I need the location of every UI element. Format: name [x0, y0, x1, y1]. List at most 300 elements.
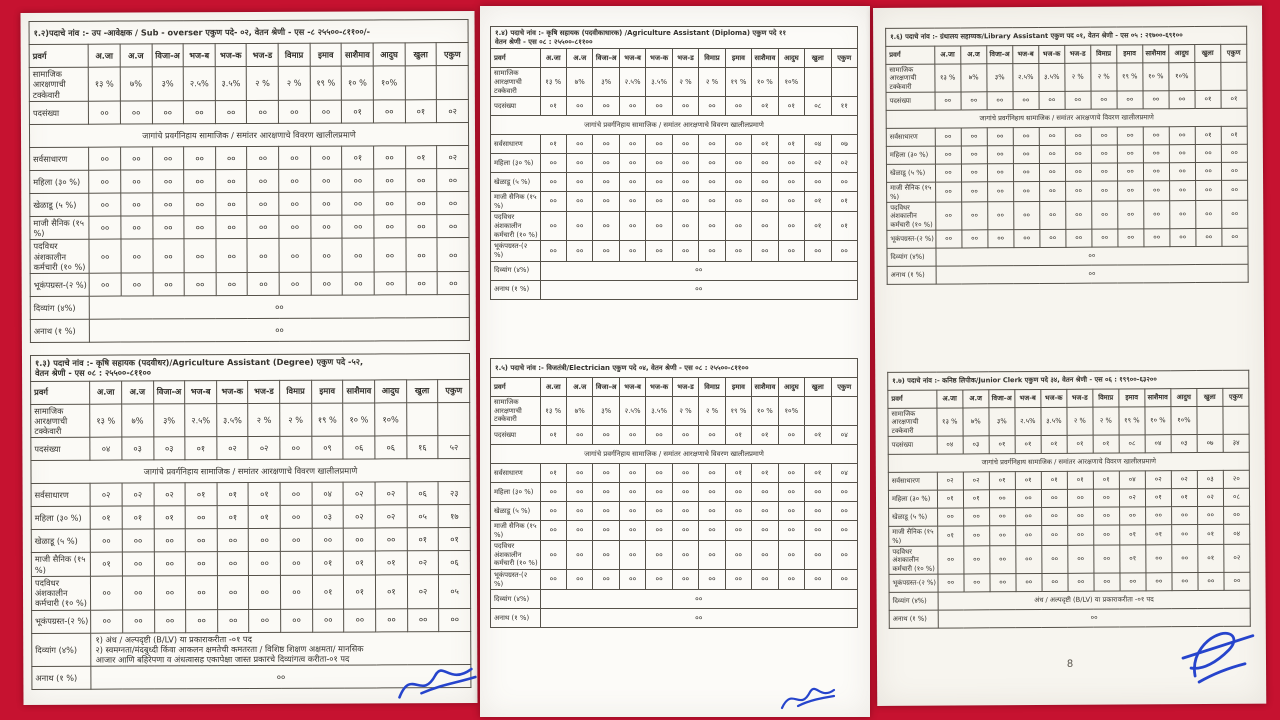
row-label-mahila: महिला (३० %) [886, 146, 935, 164]
count-cell: ०० [805, 541, 831, 570]
column-header: अ.जा [540, 378, 566, 397]
row-label-divyang: दिव्यांग (४%) [491, 261, 541, 280]
count-cell: ०० [279, 146, 311, 169]
pct-cell: ३.५% [646, 397, 672, 426]
count-cell: ०० [1195, 162, 1221, 180]
count-cell: ०० [89, 216, 121, 240]
pct-cell: २.५% [1013, 63, 1039, 91]
count-cell: ०० [566, 541, 592, 570]
count-cell: ३४ [1223, 434, 1249, 452]
count-cell: ०१ [540, 135, 566, 154]
count-cell: ०० [989, 490, 1015, 508]
count-cell: ०१ [540, 463, 566, 482]
count-cell: ०० [1222, 200, 1248, 228]
count-cell: ०३ [1197, 470, 1223, 488]
column-header: आदुघ [373, 43, 405, 66]
scanned-page-left [20, 11, 477, 705]
count-cell: ०० [281, 609, 313, 632]
count-cell: ०० [619, 463, 645, 482]
pct-cell: ७% [963, 408, 989, 436]
count-cell: ०० [619, 97, 645, 116]
count-cell: ०० [1198, 572, 1224, 590]
count-cell: ०० [646, 463, 672, 482]
pct-cell: १३ % [937, 408, 963, 436]
column-header: प्रवर्ग [491, 49, 541, 68]
count-cell: ०२ [1119, 489, 1145, 507]
count-cell: ०० [1068, 573, 1094, 591]
row-label-bhukampgrast: भूकंपग्रस्त-(२ %) [887, 230, 936, 248]
count-cell: ०१ [831, 192, 857, 212]
count-cell: ०० [310, 169, 342, 192]
row-label-mahila: महिला (३० %) [30, 170, 89, 193]
count-cell: ०१ [725, 425, 751, 444]
count-cell: ०० [936, 230, 962, 248]
count-cell: ०१ [1015, 472, 1041, 490]
pct-cell: ७% [566, 68, 592, 97]
count-cell: ११ [831, 97, 857, 116]
count-cell: ०० [593, 212, 619, 241]
pct-cell [406, 402, 438, 436]
count-cell: ०३ [122, 437, 154, 460]
column-header: विमाप्र [1093, 389, 1119, 407]
table-title: १.५) पदाचे नांव :- विजतंत्री/Electrician एकुण पदे ०४, वेतन श्रेणी - एस ०८ : २५५००-८११०० [491, 359, 858, 378]
divyang-cell: ०० [936, 246, 1248, 266]
column-header: अ.ज [566, 378, 592, 397]
anath-cell: ०० [91, 665, 471, 690]
count-cell: ०८ [1119, 435, 1145, 453]
count-cell: ०० [961, 146, 987, 164]
count-cell: ०० [342, 192, 374, 215]
count-cell: ०० [646, 135, 672, 154]
pct-cell: ३% [593, 397, 619, 426]
count-cell: ०१ [154, 506, 186, 529]
count-cell: २३ [438, 482, 470, 505]
column-header: आदुघ [1171, 389, 1197, 407]
count-cell: ०० [619, 570, 645, 590]
row-label-padvidhar: पदविधर अंशकालीन कर्मचारी (१० %) [887, 202, 936, 230]
count-cell: ०० [310, 146, 342, 169]
count-cell: ०० [646, 570, 672, 590]
column-header: साशैमाव [1143, 45, 1169, 63]
count-cell: ०० [121, 193, 153, 216]
count-cell: ०० [725, 154, 751, 173]
count-cell: ०० [699, 482, 725, 501]
count-cell: ०० [1143, 145, 1169, 163]
row-label-divyang: दिव्यांग (४%) [887, 248, 936, 266]
count-cell: ०० [342, 169, 374, 192]
count-cell: ०० [831, 541, 857, 570]
pct-cell: ७% [961, 64, 987, 92]
count-cell: ०० [831, 482, 857, 501]
pct-cell: ३% [987, 64, 1013, 92]
count-cell: ०० [405, 168, 437, 191]
pct-cell: १९ % [1119, 407, 1145, 435]
count-cell: ०० [540, 154, 566, 173]
table-title: १.३) पदाचे नांव :- कृषि सहायक (पदवीधर)/Agriculture Assistant (Degree) एकुण पदे -५२, वेतन श्रेणी - एस ०८ : २५५००-८११०० [30, 354, 469, 381]
pct-cell: ७% [122, 403, 154, 437]
count-cell: ०३ [963, 436, 989, 454]
row-label-social-pct: सामाजिक आरक्षणाची टक्केवारी [491, 68, 541, 97]
count-cell: ०० [1195, 145, 1221, 163]
count-cell: ०० [375, 528, 407, 551]
count-cell: ०० [1120, 573, 1146, 591]
pct-cell [805, 397, 831, 426]
column-header: साशैमाव [1145, 389, 1171, 407]
count-cell: ०२ [831, 154, 857, 173]
count-cell: ०० [831, 570, 857, 590]
count-cell: ०० [121, 216, 153, 240]
pct-cell: २ % [280, 403, 312, 437]
count-cell: ०० [1093, 507, 1119, 525]
count-cell: ०१ [778, 135, 804, 154]
count-cell: ०० [122, 552, 154, 576]
count-cell: ०० [216, 192, 248, 215]
count-cell: ०२ [343, 482, 375, 505]
row-label-sarvasadharan: सर्वसाधारण [491, 135, 541, 154]
count-cell: ०० [1039, 181, 1065, 201]
count-cell: ०० [540, 501, 566, 520]
count-cell: ०० [725, 135, 751, 154]
column-header: साशैमाव [752, 49, 778, 68]
column-header: भज-ड [1065, 45, 1091, 63]
count-cell: ०१ [752, 135, 778, 154]
count-cell: ०० [1169, 145, 1195, 163]
count-cell: ०० [699, 154, 725, 173]
column-header: खुला [406, 379, 438, 402]
count-cell: ०० [184, 100, 216, 123]
pct-cell: ३% [152, 67, 184, 101]
count-cell: ०० [374, 146, 406, 169]
count-cell: ०० [990, 546, 1016, 574]
row-label-maji_sainik: माजी सैनिक (१५ %) [491, 520, 541, 540]
count-cell: ०० [91, 576, 123, 610]
count-cell: ०० [122, 529, 154, 552]
count-cell: ०० [1117, 91, 1143, 109]
column-header: भज-ड [1067, 389, 1093, 407]
count-cell: ०० [249, 552, 281, 576]
count-cell: ०० [778, 425, 804, 444]
count-cell: ०० [122, 576, 154, 610]
divyang-cell: अंध / अल्पदृष्टी (B/LV) या प्रकाराकरीता -०१ पद [938, 590, 1250, 610]
anath-cell: ०० [90, 318, 470, 343]
count-cell: ०१ [1146, 525, 1172, 545]
row-label-anath: अनाथ (१ %) [887, 266, 936, 284]
count-cell: ०० [566, 97, 592, 116]
count-cell: ०२ [375, 505, 407, 528]
count-cell: ०० [89, 193, 121, 216]
row-label-padsankhya: पदसंख्या [29, 101, 88, 124]
count-cell: ०० [831, 520, 857, 540]
count-cell: ०० [247, 192, 279, 215]
count-cell: ०० [619, 212, 645, 241]
pct-cell: ७% [566, 397, 592, 426]
row-label-bhukampgrast: भूकंपग्रस्त-(२ %) [889, 574, 938, 592]
count-cell: ०० [752, 154, 778, 173]
count-cell: ०४ [1224, 524, 1250, 544]
count-cell: ०० [153, 239, 185, 273]
column-header: अ.जा [540, 49, 566, 68]
count-cell: ०० [672, 520, 698, 540]
count-cell: ०० [1171, 507, 1197, 525]
count-cell: ०० [987, 146, 1013, 164]
count-cell: ०० [1065, 145, 1091, 163]
count-cell: ०० [1169, 127, 1195, 145]
pct-cell: १०% [1171, 407, 1197, 435]
count-cell: ०० [805, 520, 831, 540]
count-cell: ०० [1143, 163, 1169, 181]
pct-cell: ३.५% [217, 403, 249, 437]
count-cell: ०० [1224, 572, 1250, 590]
pct-cell: १३ % [90, 404, 122, 438]
count-cell: ०० [1014, 229, 1040, 247]
count-cell: ०० [89, 170, 121, 193]
count-cell: ०१ [375, 575, 407, 609]
count-cell: ०० [1091, 127, 1117, 145]
count-cell: ०१ [1041, 435, 1067, 453]
count-cell: ०० [964, 546, 990, 574]
count-cell: ०१ [989, 472, 1015, 490]
reservation-table-junior-clerk [887, 370, 1251, 629]
count-cell: ०० [540, 520, 566, 540]
count-cell: ०० [752, 541, 778, 570]
count-cell: ०० [619, 482, 645, 501]
pct-cell: २ % [1091, 63, 1117, 91]
count-cell: ०० [805, 241, 831, 261]
count-cell: ०० [699, 520, 725, 540]
column-header: भज-ब [183, 44, 215, 67]
count-cell: ०० [1222, 228, 1248, 246]
column-header: विमाप्र [699, 49, 725, 68]
count-cell: ०० [1146, 545, 1172, 573]
count-cell: ०१ [312, 551, 344, 575]
pct-cell: २.५% [619, 68, 645, 97]
count-cell: ०० [672, 192, 698, 212]
table-host-junior-clerk [887, 370, 1251, 629]
count-cell: ०१ [375, 551, 407, 575]
count-cell: ०२ [1145, 471, 1171, 489]
count-cell: ०० [406, 272, 438, 295]
row-label-padsankhya: पदसंख्या [31, 437, 90, 460]
row-label-khelaadu: खेळाडू (५ %) [889, 508, 938, 526]
pct-cell [438, 402, 470, 436]
count-cell: ०० [619, 135, 645, 154]
table-host-agri-degree [30, 353, 471, 690]
count-cell: ०० [1092, 201, 1118, 229]
count-cell: ०२ [1171, 471, 1197, 489]
count-cell: ०० [279, 272, 311, 295]
count-cell: ०० [217, 575, 249, 609]
row-label-anath: अनाथ (१ %) [32, 666, 91, 689]
row-label-mahila: महिला (३० %) [31, 506, 90, 529]
count-cell: ०० [1042, 573, 1068, 591]
count-cell: ०० [1067, 489, 1093, 507]
pct-cell: ३.५% [646, 68, 672, 97]
column-header: इमाव [1119, 389, 1145, 407]
count-cell: ०० [778, 501, 804, 520]
count-cell: ०० [280, 528, 312, 551]
count-cell: ०० [216, 273, 248, 296]
pct-cell: ३.५% [1041, 407, 1067, 435]
count-cell: ०६ [439, 551, 471, 575]
count-cell: ०० [566, 425, 592, 444]
count-cell: ०० [699, 97, 725, 116]
count-cell: ०१ [185, 483, 217, 506]
count-cell: ०० [405, 191, 437, 214]
count-cell: ०० [938, 574, 964, 592]
count-cell: ०१ [1198, 544, 1224, 572]
count-cell: ०० [342, 215, 374, 239]
count-cell: ०१ [1171, 489, 1197, 507]
divyang-cell: ०० [89, 295, 469, 320]
count-cell: ०० [540, 212, 566, 241]
count-cell: ०० [89, 147, 121, 170]
count-cell: ०० [1039, 163, 1065, 181]
count-cell: ०२ [1197, 488, 1223, 506]
row-label-padvidhar: पदविधर अंशकालीन कर्मचारी (१० %) [491, 212, 541, 241]
count-cell: ०० [831, 501, 857, 520]
count-cell: ०१ [1195, 127, 1221, 145]
column-header: आदुघ [375, 379, 407, 402]
count-cell: ०० [725, 520, 751, 540]
anath-cell: ०० [936, 264, 1248, 284]
count-cell: ०० [279, 215, 311, 239]
count-cell: ०० [672, 135, 698, 154]
count-cell: ०० [437, 214, 469, 238]
count-cell: ०० [1041, 525, 1067, 545]
count-cell: ०० [1170, 200, 1196, 228]
count-cell: ०० [540, 173, 566, 192]
count-cell: ०० [540, 192, 566, 212]
count-cell: ०० [1196, 200, 1222, 228]
pct-cell: १० % [343, 402, 375, 436]
count-cell: ०० [646, 192, 672, 212]
count-cell: ०० [89, 273, 121, 296]
count-cell: ०० [672, 425, 698, 444]
count-cell: ०० [1041, 507, 1067, 525]
column-header: इमाव [310, 43, 342, 66]
count-cell: ०० [725, 482, 751, 501]
count-cell: ०० [374, 238, 406, 272]
row-label-sarvasadharan: सर्वसाधारण [886, 128, 935, 146]
count-cell: ०० [646, 482, 672, 501]
section-note: जागांचे प्रवर्गनिहाय सामाजिक / समांतर आरक्षणाचे विवरण खालीलप्रमाणे [31, 459, 470, 484]
count-cell: ०० [566, 570, 592, 590]
count-cell: ०० [217, 609, 249, 632]
row-label-padvidhar: पदविधर अंशकालीन कर्मचारी (१० %) [30, 239, 89, 273]
count-cell: ०१ [778, 97, 804, 116]
count-cell: ०४ [312, 482, 344, 505]
pct-cell [1223, 406, 1249, 434]
count-cell: ०० [646, 97, 672, 116]
row-label-khelaadu: खेळाडू (५ %) [886, 164, 935, 182]
count-cell: ०० [540, 241, 566, 261]
count-cell: ०० [699, 135, 725, 154]
count-cell: ०० [439, 608, 471, 631]
count-cell: ०१ [217, 483, 249, 506]
count-cell: ०० [1117, 163, 1143, 181]
count-cell: ०१ [344, 551, 376, 575]
count-cell: ०० [1065, 201, 1091, 229]
count-cell: ०० [619, 520, 645, 540]
count-cell: ०० [1196, 228, 1222, 246]
count-cell: ०१ [989, 436, 1015, 454]
column-header: प्रवर्ग [886, 46, 935, 64]
count-cell: ०० [1223, 506, 1249, 524]
count-cell: ०२ [90, 483, 122, 506]
count-cell: ०२ [937, 472, 963, 490]
count-cell: ०२ [437, 145, 469, 168]
reservation-table-electrician [490, 358, 858, 628]
count-cell: ०० [672, 570, 698, 590]
count-cell: ०० [280, 482, 312, 505]
count-cell: ०० [1091, 145, 1117, 163]
pct-cell: १०% [1169, 63, 1195, 91]
count-cell: ०० [752, 192, 778, 212]
count-cell: ०० [646, 173, 672, 192]
count-cell: ०७ [831, 135, 857, 154]
column-header: भज-क [646, 378, 672, 397]
count-cell: ०० [342, 238, 374, 272]
count-cell: ०० [1195, 180, 1221, 200]
count-cell: ०६ [375, 436, 407, 459]
count-cell: ०० [937, 508, 963, 526]
row-label-anath: अनाथ (१ %) [889, 610, 938, 628]
row-label-bhukampgrast: भूकंपग्रस्त-(२ %) [491, 570, 541, 590]
count-cell: ०४ [831, 425, 857, 444]
row-label-padvidhar: पदविधर अंशकालीन कर्मचारी (१० %) [889, 546, 938, 574]
column-header: अ.ज [963, 390, 989, 408]
divyang-cell: ०० [540, 590, 857, 609]
column-header: अ.ज [566, 49, 592, 68]
count-cell: ०० [184, 215, 216, 239]
count-cell: ०० [725, 501, 751, 520]
column-header: एकुण [1223, 388, 1249, 406]
column-header: विजा-अ [152, 44, 184, 67]
count-cell: ०० [672, 463, 698, 482]
count-cell: ०० [619, 173, 645, 192]
column-header: भज-क [1041, 389, 1067, 407]
count-cell: ०० [279, 169, 311, 192]
count-cell: ०० [699, 173, 725, 192]
count-cell: ०० [987, 164, 1013, 182]
count-cell: ०१ [1120, 545, 1146, 573]
pct-cell: ३% [989, 408, 1015, 436]
column-header: भज-ब [619, 378, 645, 397]
count-cell: ०० [120, 101, 152, 124]
row-label-social-pct: सामाजिक आरक्षणाची टक्केवारी [491, 397, 541, 426]
column-header: भज-क [1039, 45, 1065, 63]
count-cell: ०० [152, 101, 184, 124]
count-cell: ०० [154, 609, 186, 632]
table-title: १.६) पदाचे नांव :- ग्रंथालय सहाय्यक/Library Assistant एकुण पद ०१, वेतन श्रेणी - एस ०५ : २१७००-६९१०० [886, 26, 1247, 46]
count-cell: ०१ [185, 437, 217, 460]
column-header: अ.जा [937, 390, 963, 408]
count-cell: ०० [121, 273, 153, 296]
count-cell: ०० [699, 212, 725, 241]
count-cell: ०० [1013, 128, 1039, 146]
count-cell: ०० [1221, 162, 1247, 180]
count-cell: ०० [961, 164, 987, 182]
count-cell: ०० [344, 528, 376, 551]
count-cell: ०६ [343, 436, 375, 459]
column-header: विमाप्र [278, 43, 310, 66]
count-cell: ०० [1144, 201, 1170, 229]
count-cell: ०० [343, 272, 375, 295]
column-header: भज-क [646, 49, 672, 68]
pct-cell: १०% [778, 68, 804, 97]
count-cell: ०१ [249, 506, 281, 529]
count-cell: ०० [280, 436, 312, 459]
